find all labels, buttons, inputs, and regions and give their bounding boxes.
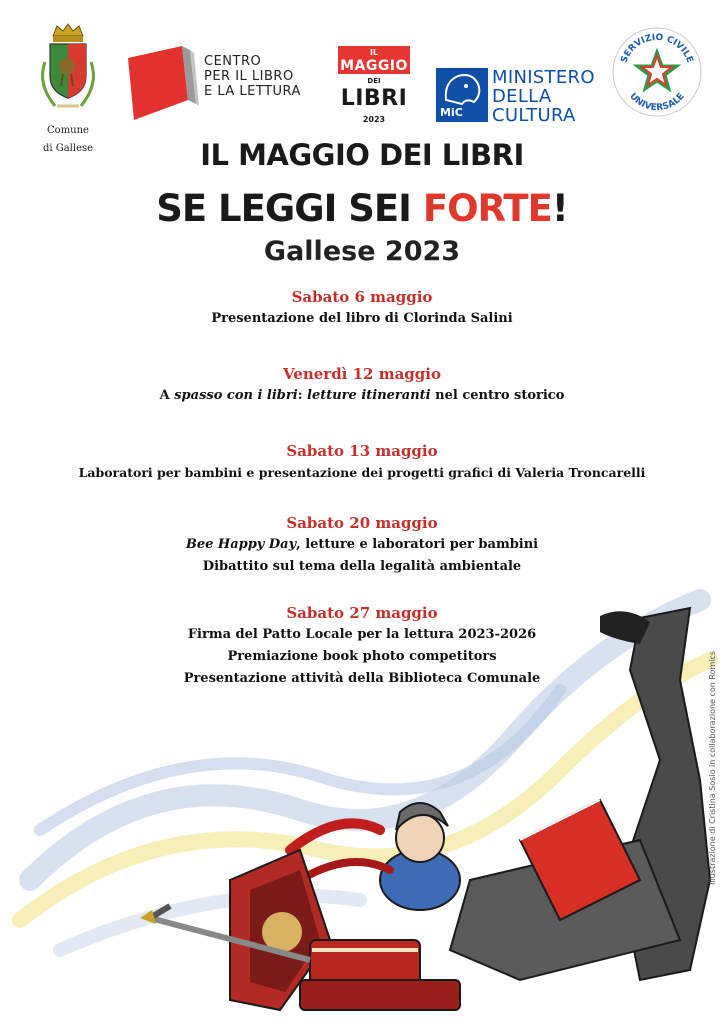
- event-description: Presentazione attività della Biblioteca Comunale: [183, 671, 541, 686]
- event-description: Presentazione del libro di Clorinda Salini: [211, 311, 513, 326]
- mic-line1: MINISTERO: [492, 67, 595, 88]
- maggio-dei-libri-logo: [338, 46, 410, 128]
- event-text-b: spasso con i libri: [174, 388, 298, 403]
- event-text-d: letture itineranti: [307, 388, 431, 403]
- book-icon: [124, 44, 200, 124]
- event-item: [0, 440, 724, 484]
- mdl-maggio: MAGGIO: [340, 58, 408, 74]
- slogan-end: !: [551, 187, 568, 230]
- slogan-highlight: FORTE: [422, 187, 552, 230]
- comune-caption-line1: Comune: [47, 125, 89, 136]
- event-item: [0, 512, 724, 578]
- location-year: Gallese 2023: [263, 236, 461, 267]
- slogan-part1: SE LEGGI SEI: [156, 187, 423, 230]
- event-description: Firma del Patto Locale per la lettura 2023-2026: [187, 627, 537, 642]
- event-date: Sabato 27 maggio: [286, 604, 438, 622]
- event-description: Premiazione book photo competitors: [227, 649, 497, 664]
- event-item: [0, 363, 724, 407]
- event-description: Laboratori per bambini e presentazione dei progetti grafici di Valeria Troncarelli: [78, 465, 646, 480]
- mdl-il: IL: [369, 48, 379, 57]
- slogan: [0, 187, 724, 230]
- lion-head-icon: [436, 68, 488, 108]
- cepell-line3: E LA LETTURA: [204, 84, 301, 99]
- servizio-civile-logo: [611, 26, 703, 118]
- event-title: IL MAGGIO DEI LIBRI: [200, 138, 524, 172]
- event-text-a: Bee Happy Day: [185, 537, 297, 552]
- event-date: Sabato 20 maggio: [286, 514, 438, 532]
- mic-line3: CULTURA: [492, 105, 576, 126]
- event-text-e: nel centro storico: [430, 388, 565, 403]
- star-emblem-icon: [611, 26, 703, 118]
- event-text-a: A: [159, 388, 175, 403]
- mdl-libri: LIBRI: [340, 86, 408, 111]
- event-item: [0, 286, 724, 330]
- event-date: Venerdì 12 maggio: [283, 365, 441, 383]
- event-date: Sabato 13 maggio: [286, 442, 438, 460]
- event-description: [0, 534, 724, 556]
- event-text-c: :: [297, 388, 308, 403]
- mdl-dei: DEI: [367, 77, 381, 85]
- event-description: [0, 385, 724, 407]
- comune-caption-line2: di Gallese: [42, 143, 94, 154]
- mdl-year: 2023: [362, 115, 386, 124]
- scu-bottom-text: UNIVERSALE: [627, 91, 687, 114]
- scu-top-text: SERVIZIO CIVILE: [619, 32, 695, 65]
- ministero-cultura-logo: [436, 68, 606, 126]
- coat-of-arms-icon: [33, 22, 103, 118]
- mic-badge: [436, 68, 488, 122]
- event-text-b: , letture e laboratori per bambini: [296, 537, 539, 552]
- cepell-line1: CENTRO: [204, 54, 262, 69]
- event-item: [0, 602, 724, 690]
- mic-line2: DELLA: [492, 86, 552, 107]
- illustration-credit: Illustrazione di Cristina Sosio in collaborazione con Romics: [708, 650, 717, 885]
- mic-badge-text: MiC: [440, 106, 463, 119]
- cepell-line2: PER IL LIBRO: [204, 69, 294, 84]
- event-description: Dibattito sul tema della legalità ambientale: [202, 559, 522, 574]
- event-date: Sabato 6 maggio: [291, 288, 433, 306]
- cepell-logo: [124, 44, 324, 124]
